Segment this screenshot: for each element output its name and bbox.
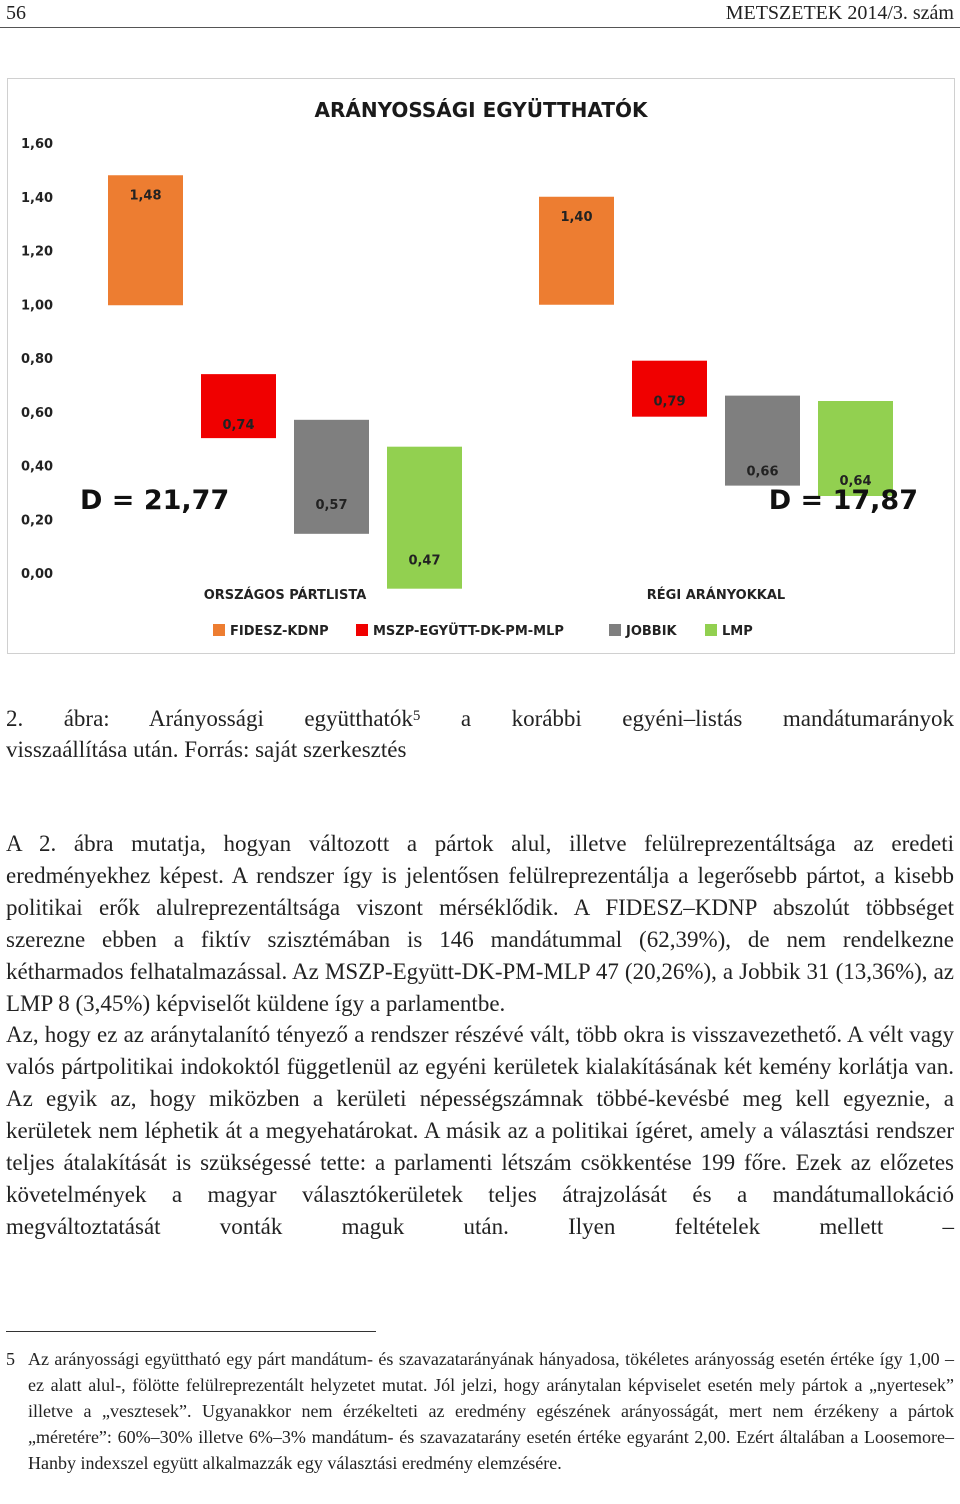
caption-line-2: visszaállítása után. Forrás: saját szerkesztés (6, 737, 407, 762)
y-tick-label: 0,20 (21, 513, 54, 529)
header-rule (0, 27, 960, 28)
legend-label: LMP (722, 624, 753, 639)
y-tick-label: 0,40 (21, 459, 54, 475)
y-tick-label: 0,60 (21, 405, 54, 421)
legend-swatch (609, 624, 621, 636)
legend-label: FIDESZ-KDNP (230, 624, 329, 639)
paragraph: Az, hogy ez az aránytalanító tényező a rendszer részévé vált, több okra is visszavezethető. A vélt vagy valós pártpolitikai indokoktól függetlenül az egyéni kerületek kialakításának két kemény korlátja van. Az egyik az, hogy miközben a kerületi népességszámnak többé-kevésbé meg kell egyeznie, a kerületek nem léphetik át a megyehatárokat. A másik az a politikai ígéret, amely a választási rendszer teljes átalakítását is szükségessé tette: a parlamenti létszám csökkentése 199 főre. Ezek az előzetes követelmények a magyar választókerületek teljes átrajzolását és a mandátumallokáció megváltoztatását vonták maguk után. Ilyen feltételek mellett – (6, 1022, 954, 1239)
data-label: 1,40 (560, 209, 593, 225)
footnote-rule (6, 1331, 376, 1332)
y-tick-label: 1,00 (21, 298, 54, 314)
legend-swatch (356, 624, 368, 636)
paragraph: A 2. ábra mutatja, hogyan változott a pártok alul, illetve felülreprezentáltsága az eredeti eredményekhez képest. A rendszer így is jelentősen felülreprezentálja a legerősebb pártot, a kisebb politikai erők alulreprezentáltsága viszont mérséklődik. A FIDESZ–KDNP abszolút többséget szerezne ebben a fiktív szisztémában is 146 mandátummal (62,39%), de nem rendelkezne kétharmados felhatalmazással. Az MSZP-Együtt-DK-PM-MLP 47 (20,26%), a Jobbik 31 (13,36%), az LMP 8 (3,45%) képviselőt küldene így a parlamentbe. (6, 831, 954, 1016)
footnote-text: Az arányossági együttható egy párt mandátum- és szavazatarányának hányadosa, tökéletes arányosság esetén értéke így 1,00 – ez alatt alul-, fölötte felülreprezentált helyzetet mutat. Jól jelzi, hogy aránytalan képviselet esetén mely pártok a „nyertesek” illetve a „vesztesek”. Ugyanakkor nem érzékelteti az eredmény egészének arányosságát, mert nem érzékeny a pártok „méretére”: 60%–30% illetve 6%–3% mandátum- és szavazatarány esetén értéke egyaránt 2,00. Ezért általában a Loosemore–Hanby indexszel együtt alkalmazzák egy választási eredmény elemzésére. (28, 1349, 954, 1473)
group-label: ORSZÁGOS PÁRTLISTA (203, 588, 367, 603)
chart-figure (7, 78, 955, 654)
d-index-label: D = 21,77 (80, 485, 230, 516)
legend-label: MSZP-EGYÜTT-DK-PM-MLP (373, 624, 564, 639)
y-tick-label: 0,80 (21, 352, 54, 367)
footnote (6, 1346, 954, 1476)
bar-chart (8, 79, 954, 653)
running-title: METSZETEK 2014/3. szám (725, 2, 954, 24)
legend-swatch (705, 624, 717, 636)
page-number: 56 (6, 2, 26, 24)
body-text (6, 828, 954, 1243)
legend-label: JOBBIK (626, 624, 677, 639)
y-tick-label: 1,60 (21, 137, 54, 152)
chart-title: ARÁNYOSSÁGI EGYÜTTHATÓK (314, 98, 648, 122)
group-label: RÉGI ARÁNYOKKAL (646, 588, 786, 603)
bar (294, 420, 369, 534)
d-index-label: D = 17,87 (768, 485, 918, 516)
data-label: 0,66 (746, 464, 779, 480)
footnote-marker: 5 (6, 1349, 15, 1369)
running-header (0, 0, 960, 28)
data-label: 0,74 (222, 418, 255, 434)
caption-lead: 2. ábra: Arányossági együtthatók (6, 706, 413, 731)
data-label: 0,47 (408, 553, 441, 569)
y-tick-label: 1,20 (21, 244, 54, 260)
data-label: 0,57 (315, 497, 348, 513)
data-label: 1,48 (129, 188, 162, 204)
legend-swatch (213, 624, 225, 636)
caption-lead-rest: a korábbi egyéni–listás mandátumarányok (420, 706, 955, 731)
footnote-ref[interactable]: 5 (412, 708, 421, 724)
caption-line-1 (6, 703, 954, 734)
data-label: 0,64 (839, 474, 872, 489)
figure-caption (6, 703, 954, 765)
y-tick-label: 1,40 (21, 190, 54, 206)
y-tick-label: 0,00 (21, 567, 54, 582)
data-label: 0,79 (653, 394, 686, 410)
